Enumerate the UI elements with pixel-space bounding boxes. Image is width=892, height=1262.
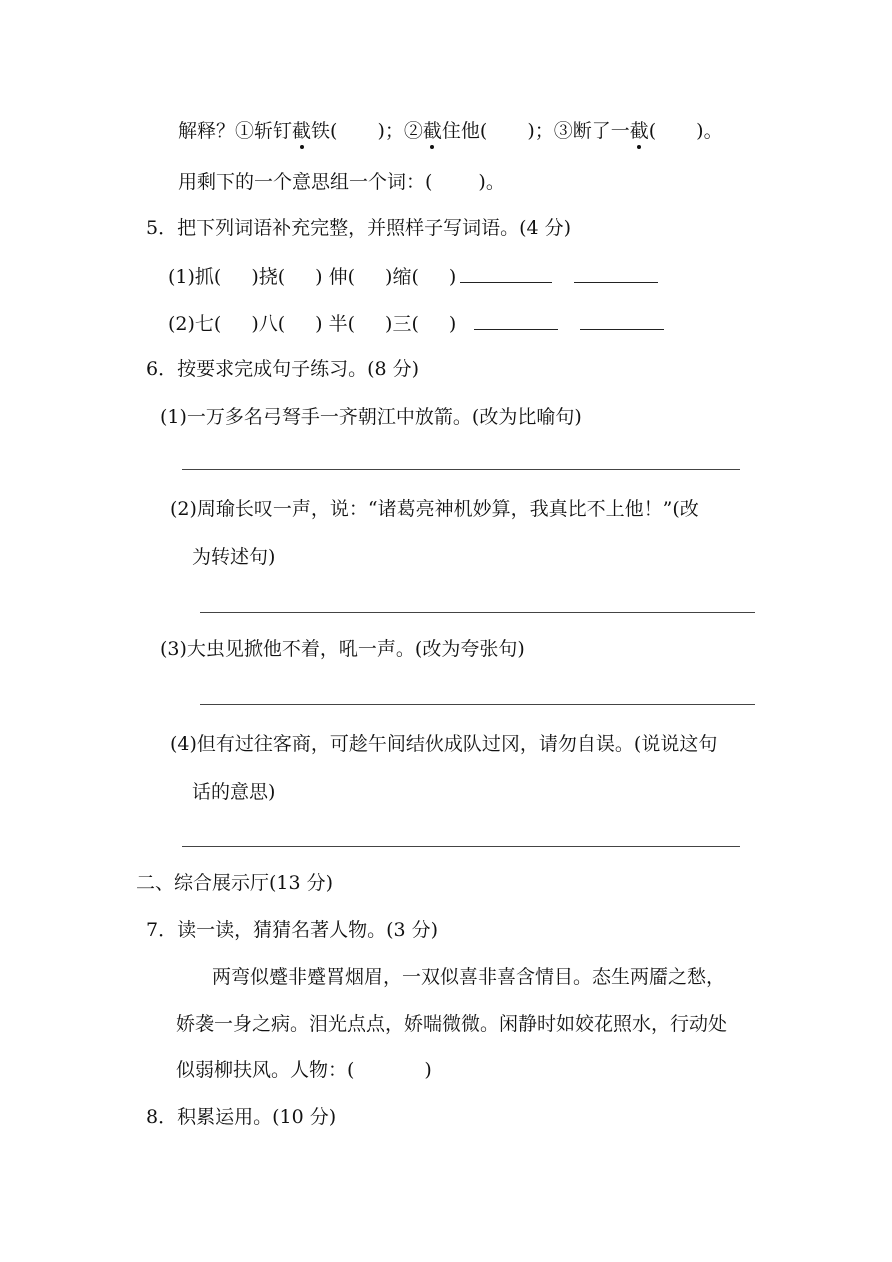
q6-answer-line-2[interactable] [200, 612, 755, 613]
q4-text-4: 住他( [441, 120, 488, 142]
q5-row2-seg-5: ) [448, 313, 457, 335]
q5-title: 5．把下列词语补充完整，并照样子写词语。(4 分) [146, 217, 572, 239]
q5-row-2 [168, 313, 664, 334]
q5-row1-answer-line-1[interactable] [460, 266, 552, 283]
q5-row2-seg-1: (2)七( [168, 313, 222, 335]
q8-title: 8．积累运用。(10 分) [146, 1106, 337, 1128]
q4-text-5: )；③断了一 [527, 120, 630, 142]
section-2-title: 二、综合展示厅(13 分) [136, 872, 334, 894]
q6-sentence-4-line-1: (4)但有过往客商，可趁午间结伙成队过冈，请勿自误。(说说这句 [170, 733, 718, 755]
q5-row2-answer-line-1[interactable] [474, 313, 558, 330]
q6-sentence-1: (1)一万多名弓弩手一齐朝江中放箭。(改为比喻句) [160, 406, 582, 428]
q7-title: 7．读一读，猜猜名著人物。(3 分) [146, 919, 439, 941]
q4-dot-char-3: 截 [629, 120, 649, 142]
q4-dot-char-2: 截 [422, 120, 442, 142]
q7-passage-line-3 [176, 1061, 432, 1080]
q4-text-7: )。 [696, 120, 723, 142]
q4-text-1: 解释？①斩钉 [178, 120, 293, 142]
q4-compose-line [178, 173, 505, 192]
q7-passage-line-2: 娇袭一身之病。泪光点点，娇喘微微。闲静时如姣花照水，行动处 [176, 1013, 728, 1035]
q5-row-1 [168, 266, 658, 287]
q6-answer-line-4[interactable] [182, 846, 740, 847]
q7-passage-end: ) [424, 1059, 432, 1081]
q5-row1-seg-5: ) [448, 266, 457, 288]
q7-passage-text-3: 似弱柳扶风。人物：( [176, 1059, 355, 1081]
q5-row1-seg-3: ) 伸( [315, 266, 356, 288]
q7-passage-line-1: 两弯似蹙非蹙罥烟眉，一双似喜非喜含情目。态生两靥之愁， [212, 966, 726, 988]
q6-answer-line-3[interactable] [200, 704, 755, 705]
q4-dot-char-1: 截 [292, 120, 312, 142]
q5-row1-seg-4: )缩( [385, 266, 419, 288]
q6-sentence-2-line-2: 为转述句) [192, 546, 276, 568]
q4-compose-text: 用剩下的一个意思组一个词：( [178, 171, 433, 193]
q4-text-3: )；② [377, 120, 423, 142]
q6-sentence-4-line-2: 话的意思) [192, 781, 276, 803]
q4-text-6: ( [648, 120, 657, 142]
q5-row2-answer-line-2[interactable] [580, 313, 664, 330]
q5-row2-seg-2: )八( [251, 313, 286, 335]
q6-sentence-2-line-1: (2)周瑜长叹一声，说：“诸葛亮神机妙算，我真比不上他！”(改 [170, 498, 699, 520]
q5-row1-answer-line-2[interactable] [574, 266, 658, 283]
q5-row2-seg-3: ) 半( [315, 313, 356, 335]
q6-title: 6．按要求完成句子练习。(8 分) [146, 358, 420, 380]
q5-row2-seg-4: )三( [385, 313, 419, 335]
q4-text-2: 铁( [311, 120, 338, 142]
q5-row1-seg-1: (1)抓( [168, 266, 222, 288]
q4-explain-line [178, 122, 723, 141]
q5-row1-seg-2: )挠( [251, 266, 286, 288]
q6-answer-line-1[interactable] [182, 469, 740, 470]
q4-compose-end: )。 [478, 171, 505, 193]
q6-sentence-3: (3)大虫见掀他不着，吼一声。(改为夸张句) [160, 638, 525, 660]
